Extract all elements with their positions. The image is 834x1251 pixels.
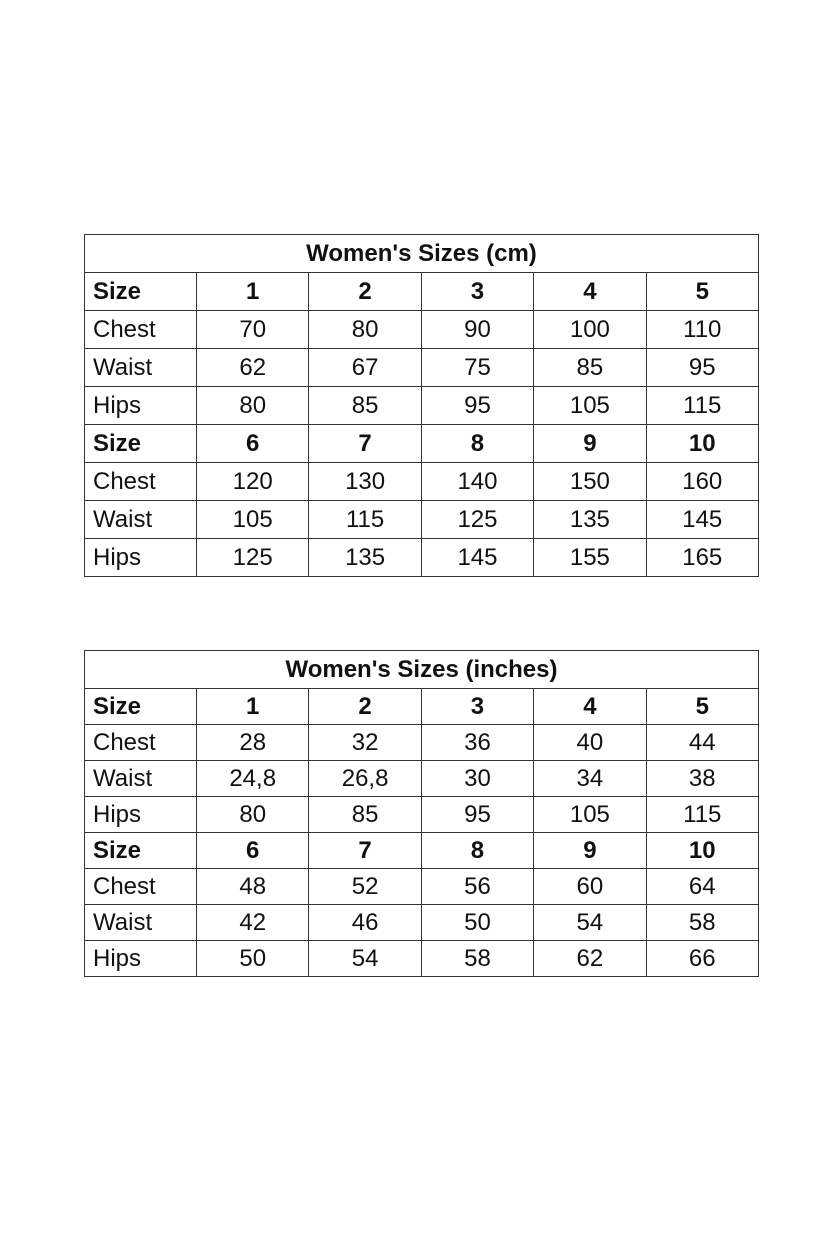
table-cell: 62 [197,349,309,387]
table-row [85,725,759,761]
row-label: Size [85,425,197,463]
row-label: Waist [85,349,197,387]
table-cell: 75 [421,349,533,387]
table-row [85,425,759,463]
size-chart-inches [84,650,759,977]
table-cell: 5 [646,689,758,725]
table-cell: 54 [534,905,646,941]
table-cell: 95 [421,387,533,425]
row-label: Chest [85,869,197,905]
table-cell: 10 [646,833,758,869]
table-cell: 66 [646,941,758,977]
table-cell: 120 [197,463,309,501]
row-label: Waist [85,761,197,797]
table-cell: 135 [534,501,646,539]
table-title-row [85,651,759,689]
table-row [85,539,759,577]
table-cell: 34 [534,761,646,797]
table-cell: 48 [197,869,309,905]
table-cell: 32 [309,725,421,761]
table-cell: 90 [421,311,533,349]
table-cell: 135 [309,539,421,577]
table-row [85,833,759,869]
table-cell: 165 [646,539,758,577]
table-cell: 160 [646,463,758,501]
table-cell: 5 [646,273,758,311]
table-row [85,501,759,539]
table-cell: 4 [534,689,646,725]
table-cell: 85 [534,349,646,387]
table-cell: 125 [421,501,533,539]
table-row [85,869,759,905]
table-cell: 95 [646,349,758,387]
table-row [85,941,759,977]
table-row [85,905,759,941]
row-label: Hips [85,941,197,977]
table-cell: 110 [646,311,758,349]
table-cell: 56 [421,869,533,905]
table-cell: 60 [534,869,646,905]
table-cell: 58 [421,941,533,977]
table-row [85,311,759,349]
table-cell: 30 [421,761,533,797]
table-cell: 6 [197,833,309,869]
row-label: Waist [85,501,197,539]
table-cell: 28 [197,725,309,761]
row-label: Hips [85,387,197,425]
row-label: Size [85,689,197,725]
table-cell: 125 [197,539,309,577]
table-cell: 50 [197,941,309,977]
table-cell: 80 [309,311,421,349]
row-label: Hips [85,797,197,833]
table-cell: 6 [197,425,309,463]
table-cell: 145 [421,539,533,577]
table-cell: 85 [309,387,421,425]
table-row [85,273,759,311]
row-label: Chest [85,311,197,349]
table-cell: 145 [646,501,758,539]
table-cell: 2 [309,273,421,311]
table-cell: 42 [197,905,309,941]
table-cell: 3 [421,273,533,311]
table-cell: 54 [309,941,421,977]
table-cell: 130 [309,463,421,501]
table-cell: 105 [534,797,646,833]
table-cell: 38 [646,761,758,797]
table-cell: 10 [646,425,758,463]
table-cell: 9 [534,833,646,869]
table-cell: 115 [309,501,421,539]
table-cell: 2 [309,689,421,725]
table-cell: 70 [197,311,309,349]
table-cell: 3 [421,689,533,725]
row-label: Size [85,833,197,869]
table-cell: 1 [197,273,309,311]
table-row [85,761,759,797]
size-chart-cm [84,234,759,577]
table-cell: 8 [421,833,533,869]
table-cell: 100 [534,311,646,349]
table-cell: 62 [534,941,646,977]
table-title-row [85,235,759,273]
table-cell: 7 [309,833,421,869]
row-label: Hips [85,539,197,577]
table-cell: 105 [534,387,646,425]
table-cell: 95 [421,797,533,833]
table-cell: 105 [197,501,309,539]
table-cell: 4 [534,273,646,311]
table-row [85,463,759,501]
row-label: Chest [85,463,197,501]
table-row [85,797,759,833]
table-cell: 150 [534,463,646,501]
table-cell: 1 [197,689,309,725]
table-cell: 155 [534,539,646,577]
table-cell: 140 [421,463,533,501]
table-row [85,349,759,387]
table-row [85,689,759,725]
row-label: Size [85,273,197,311]
row-label: Chest [85,725,197,761]
table-row [85,387,759,425]
table-title: Women's Sizes (inches) [85,651,759,689]
table-cell: 8 [421,425,533,463]
table-cell: 80 [197,797,309,833]
table-cell: 115 [646,797,758,833]
table-cell: 26,8 [309,761,421,797]
table-cell: 36 [421,725,533,761]
table-cell: 85 [309,797,421,833]
table-cell: 64 [646,869,758,905]
row-label: Waist [85,905,197,941]
table-cell: 46 [309,905,421,941]
table-cell: 40 [534,725,646,761]
table-cell: 58 [646,905,758,941]
table-cell: 44 [646,725,758,761]
table-cell: 24,8 [197,761,309,797]
table-cell: 52 [309,869,421,905]
table-cell: 9 [534,425,646,463]
table-cell: 7 [309,425,421,463]
table-cell: 115 [646,387,758,425]
table-cell: 50 [421,905,533,941]
table-cell: 67 [309,349,421,387]
table-cell: 80 [197,387,309,425]
table-title: Women's Sizes (cm) [85,235,759,273]
